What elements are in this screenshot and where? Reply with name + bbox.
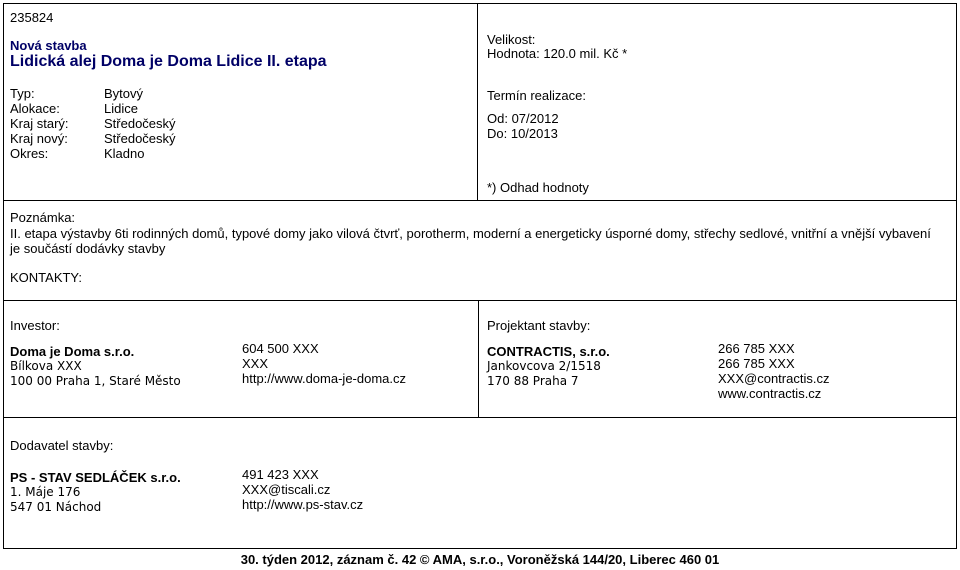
investor-phone: 604 500 XXX: [242, 341, 319, 356]
designer-web-link[interactable]: www.contractis.cz: [718, 386, 822, 401]
term-from: Od: 07/2012: [487, 111, 559, 126]
investor-label: Investor:: [10, 318, 60, 333]
detail-value-type: Bytový: [104, 86, 144, 101]
designer-email-link[interactable]: XXX@contractis.cz: [718, 371, 830, 386]
size-label: Velikost:: [487, 32, 536, 47]
supplier-street: 1. Máje 176: [10, 485, 81, 499]
designer-phone: 266 785 XXX: [718, 341, 795, 356]
supplier-phone: 491 423 XXX: [242, 467, 319, 482]
supplier-city: 547 01 Náchod: [10, 500, 102, 514]
project-title: Lidická alej Doma je Doma Lidice II. etapa: [10, 53, 327, 70]
designer-city: 170 88 Praha 7: [487, 374, 579, 388]
investor-fax: XXX: [242, 356, 269, 371]
supplier-web-link[interactable]: http://www.ps-stav.cz: [242, 497, 364, 512]
detail-label-type: Typ:: [10, 86, 35, 101]
note-label: Poznámka:: [10, 210, 76, 225]
designer-fax: 266 785 XXX: [718, 356, 795, 371]
estimate-note: *) Odhad hodnoty: [487, 180, 589, 195]
project-info-box: [3, 3, 478, 201]
detail-value-region-new: Středočeský: [104, 131, 176, 146]
detail-value-region-old: Středočeský: [104, 116, 176, 131]
term-to: Do: 10/2013: [487, 126, 558, 141]
footer-text: 30. týden 2012, záznam č. 42 © AMA, s.r.o., Voroněžská 144/20, Liberec 460 01: [240, 552, 720, 567]
designer-label: Projektant stavby:: [487, 318, 591, 333]
detail-label-allocation: Alokace:: [10, 101, 60, 116]
supplier-email-link[interactable]: XXX@tiscali.cz: [242, 482, 331, 497]
detail-label-region-new: Kraj nový:: [10, 131, 68, 146]
contacts-heading: KONTAKTY:: [10, 270, 82, 285]
designer-street: Jankovcova 2/1518: [487, 359, 601, 373]
investor-city: 100 00 Praha 1, Staré Město: [10, 374, 181, 388]
investor-street: Bílkova XXX: [10, 359, 82, 373]
investor-web-link[interactable]: http://www.doma-je-doma.cz: [242, 371, 407, 386]
note-text-line2: je součástí dodávky stavby: [10, 241, 166, 256]
note-text-line1: II. etapa výstavby 6ti rodinných domů, typové domy jako vilová čtvrť, porotherm, moderní a energeticky úsporné domy, střechy sedlové, vnitřní a vnější vybavení: [10, 226, 931, 241]
detail-value-district: Kladno: [104, 146, 145, 161]
record-kind: Nová stavba: [10, 38, 87, 53]
designer-name: CONTRACTIS, s.r.o.: [487, 344, 610, 359]
supplier-name: PS - STAV SEDLÁČEK s.r.o.: [10, 470, 181, 485]
supplier-label: Dodavatel stavby:: [10, 438, 114, 453]
detail-label-district: Okres:: [10, 146, 49, 161]
investor-name: Doma je Doma s.r.o.: [10, 344, 135, 359]
detail-value-allocation: Lidice: [104, 101, 138, 116]
size-value: Hodnota: 120.0 mil. Kč *: [487, 46, 628, 61]
term-label: Termín realizace:: [487, 88, 586, 103]
record-id: 235824: [10, 10, 54, 25]
detail-label-region-old: Kraj starý:: [10, 116, 69, 131]
